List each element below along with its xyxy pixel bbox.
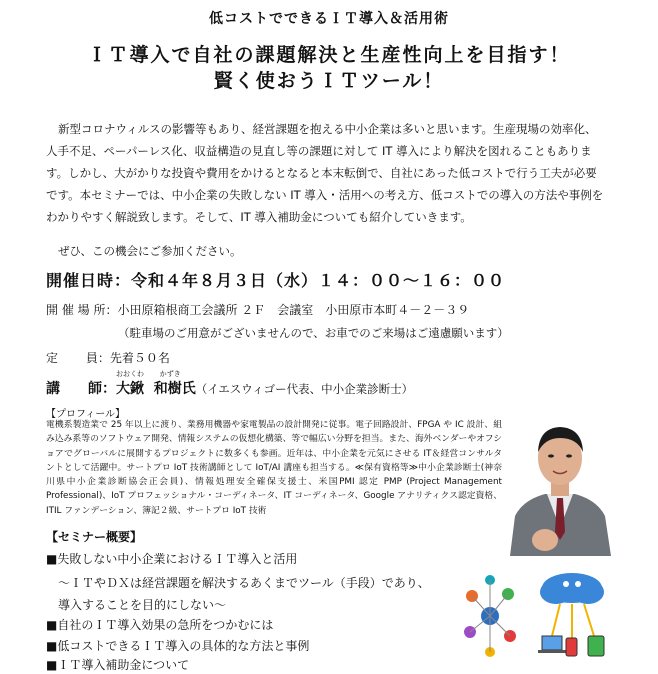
intro-paragraph: 新型コロナウィルスの影響等もあり、経営課題を抱える中小企業は多いと思います。生産現場の効率化、人手不足、ペーパーレス化、収益構造の見直し等の課題に対して IT 導入により解決を図れることもあります。しかし、大がかりな投資や費用をかけるとなると本末転倒で、自社にあった低コストで行う工夫が必要です。本セミナーでは、中小企業の失敗しない IT 導入・活用への考え方、低コストでの導入の方法や事例をわかりやすく解説致します。そして、IT 導入補助金についても紹介していきます。 <box>46 122 604 224</box>
profile-text: 電機系製造業で 25 年以上に渡り、業務用機器や家電製品の設計開発に従事。電子回路設計、FPGA や IC 設計、組み込み系等のソフトウェア開発、情報システムの仮想化構築、等で幅広い分野を担当。また、海外ベンダーやオフショアでグローバルに展開するプロジェクトに数多くも参画。近年は、中小企業を元気にさせる IT＆経営コンサルタントとして活躍中。サートプロ IoT 技術講師として IoT/AI 講座も担当する。≪保有資格等≫中小企業診断士(神奈川県中小企業診断協会正会員)、情報処理安全確保支援士、米国PMI 認定 PMP (Project Management Professional)、IoT プロフェッショナル・コーディネータ、IT コーディネータ、Google アナリティクス認定資格、ITIL ファンデーション、簿記２級、サートプロ IoT 技術 <box>46 420 502 516</box>
capacity-label: 定 員： <box>46 351 110 365</box>
seminar-item: ■低コストできるＩＴ導入の具体的な方法と事例 <box>46 639 310 653</box>
network-icons <box>464 575 516 657</box>
lecturer-surname-ruby: おおくわ <box>116 370 144 378</box>
lecturer-photo <box>505 408 615 556</box>
flyer-title-line2: 賢く使おうＩＴツール！ <box>213 70 445 92</box>
lecturer-given <box>153 370 196 398</box>
tablet-icon <box>588 636 604 656</box>
parking-note: （駐車場のご用意がございませんので、お車でのご来場はご遠慮願います） <box>118 326 509 340</box>
seminar-item: ～ＩＴやＤＸは経営課題を解決するあくまでツール（手段）であり、 <box>46 576 430 590</box>
event-datetime: 開催日時：令和４年８月３日（水）１４：００～１６：００ <box>46 271 506 290</box>
seminar-heading: 【セミナー概要】 <box>46 530 143 544</box>
seminar-item: ■失敗しない中小企業におけるＩＴ導入と活用 <box>46 552 298 566</box>
phone-icon <box>566 638 577 656</box>
cloud-icon <box>540 573 604 604</box>
seminar-item: 導入することを目的にしない～ <box>46 598 227 612</box>
event-capacity <box>46 349 170 366</box>
lecturer-affiliation: （イエスウィゴー代表、中小企業診断士） <box>195 382 414 396</box>
lecturer-surname-text: 大鍬 <box>116 381 144 397</box>
laptop-icon <box>538 636 566 653</box>
lecturer-given-text: 和樹氏 <box>153 381 196 397</box>
lecturer-surname <box>116 370 144 398</box>
venue-value: 小田原箱根商工会議所 ２Ｆ 会議室 小田原市本町４－２－３９ <box>117 303 470 317</box>
lecturer-label: 講 師： <box>46 381 116 397</box>
profile-heading: 【プロフィール】 <box>46 409 125 420</box>
venue-label: 開 催 場 所： <box>46 303 118 317</box>
capacity-value: 先着５０名 <box>109 351 170 365</box>
lecturer-given-ruby: かずき <box>159 370 181 378</box>
flyer-title-line1: ＩＴ導入で自社の課題解決と生産性向上を目指す！ <box>87 44 571 66</box>
seminar-item: ■自社のＩＴ導入効果の急所をつかむには <box>46 618 274 632</box>
event-venue <box>46 301 469 318</box>
event-lecturer <box>46 370 414 398</box>
flyer-subtitle: 低コストでできるＩＴ導入＆活用術 <box>209 11 449 27</box>
seminar-item: ■ＩＴ導入補助金について <box>46 658 190 672</box>
intro-closing: ぜひ、この機会にご参加ください。 <box>58 244 242 258</box>
it-tools-illustration <box>460 566 620 670</box>
